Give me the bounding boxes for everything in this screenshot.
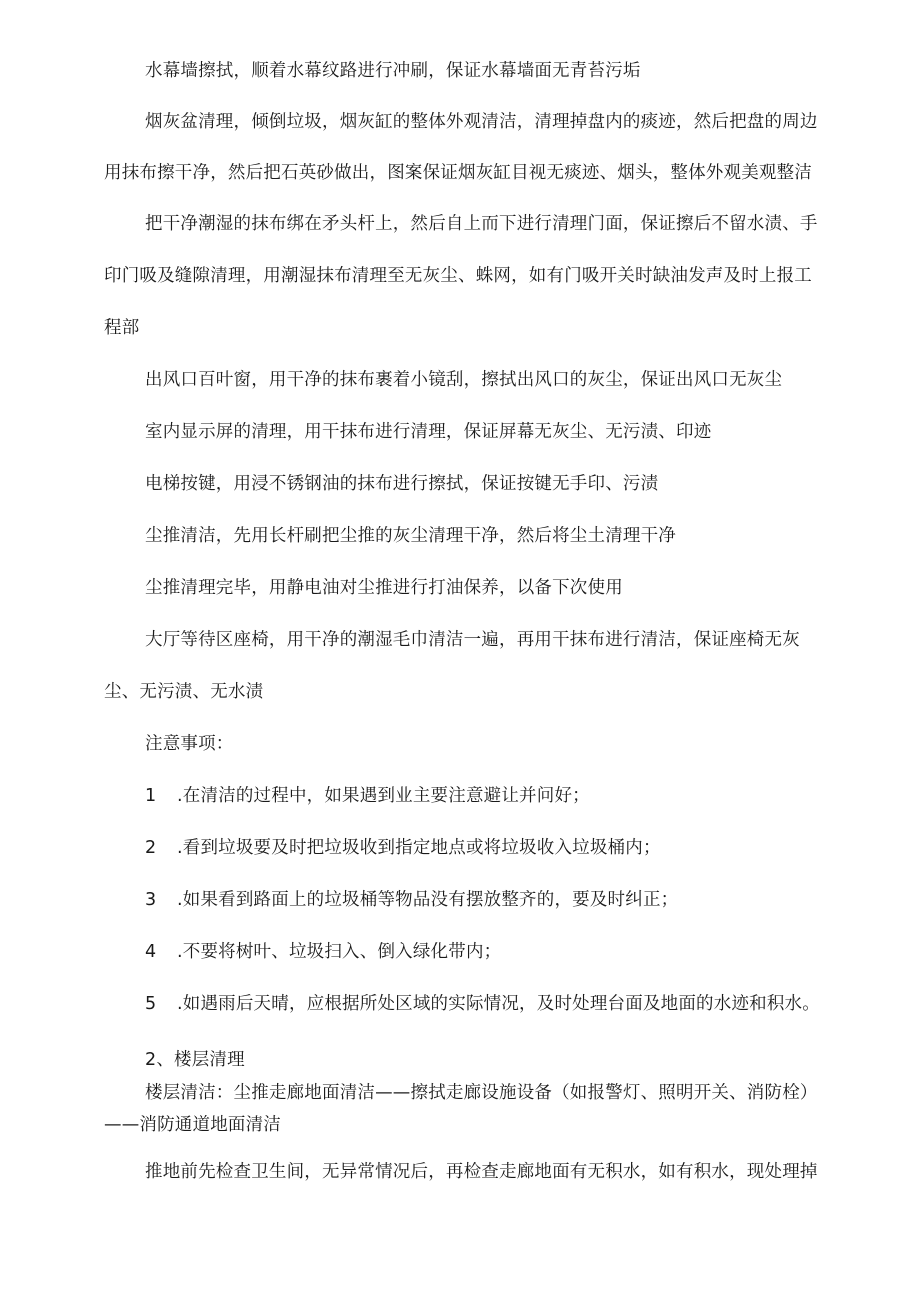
paragraph-floor-inspection: 推地前先检查卫生间，无异常情况后，再检查走廊地面有无积水，如有积水，现处理掉 bbox=[145, 1162, 818, 1182]
note-item bbox=[145, 784, 865, 808]
note-text: .不要将树叶、垃圾扫入、倒入绿化带内； bbox=[177, 942, 502, 962]
note-number: 4 bbox=[145, 942, 157, 962]
paragraph-ashtray-line1: 烟灰盆清理，倾倒垃圾，烟灰缸的整体外观清洁，清理掉盘内的痰迹，然后把盘的周边 bbox=[145, 112, 818, 132]
paragraph-dust-mop-oil: 尘推清理完毕，用静电油对尘推进行打油保养，以备下次使用 bbox=[145, 578, 623, 598]
note-number: 3 bbox=[145, 890, 157, 910]
paragraph-ashtray-line2: 用抹布擦干净，然后把石英砂做出，图案保证烟灰缸目视无痰迹、烟头，整体外观美观整洁 bbox=[104, 163, 812, 183]
note-item bbox=[145, 888, 865, 912]
note-number: 1 bbox=[145, 786, 157, 806]
paragraph-water-curtain: 水幕墙擦拭，顺着水幕纹路进行冲刷，保证水幕墙面无青苔污垢 bbox=[145, 61, 641, 81]
floor-cleaning-flow-line2: ——消防通道地面清洁 bbox=[104, 1115, 281, 1135]
section-heading-floor-cleaning: 2、楼层清理 bbox=[145, 1050, 245, 1070]
note-text: .在清洁的过程中，如果遇到业主要注意避让并问好； bbox=[177, 786, 590, 806]
note-text: .看到垃圾要及时把垃圾收到指定地点或将垃圾收入垃圾桶内； bbox=[177, 838, 661, 858]
note-item bbox=[145, 992, 865, 1016]
note-text: .如遇雨后天晴，应根据所处区域的实际情况，及时处理台面及地面的水迹和积水。 bbox=[177, 994, 820, 1014]
notes-heading: 注意事项： bbox=[145, 734, 234, 754]
paragraph-dust-mop-clean: 尘推清洁，先用长杆刷把尘推的灰尘清理干净，然后将尘土清理干净 bbox=[145, 526, 676, 546]
note-item bbox=[145, 940, 865, 964]
paragraph-door-line2: 印门吸及缝隙清理，用潮湿抹布清理至无灰尘、蛛网，如有门吸开关时缺油发声及时上报工 bbox=[104, 266, 812, 286]
note-text: .如果看到路面上的垃圾桶等物品没有摆放整齐的，要及时纠正； bbox=[177, 890, 679, 910]
note-item bbox=[145, 836, 865, 860]
note-number: 5 bbox=[145, 994, 157, 1014]
paragraph-vent: 出风口百叶窗，用干净的抹布裹着小镜刮，擦拭出风口的灰尘，保证出风口无灰尘 bbox=[145, 370, 783, 390]
note-number: 2 bbox=[145, 838, 157, 858]
paragraph-seats-line1: 大厅等待区座椅，用干净的潮湿毛巾清洁一遍，再用干抹布进行清洁，保证座椅无灰 bbox=[145, 630, 800, 650]
paragraph-seats-line2: 尘、无污渍、无水渍 bbox=[104, 682, 264, 702]
paragraph-door-line1: 把干净潮湿的抹布绑在矛头杆上，然后自上而下进行清理门面，保证擦后不留水渍、手 bbox=[145, 214, 818, 234]
floor-cleaning-flow-line1: 楼层清洁：尘推走廊地面清洁——擦拭走廊设施设备（如报警灯、照明开关、消防栓） bbox=[145, 1083, 818, 1103]
paragraph-elevator: 电梯按键，用浸不锈钢油的抹布进行擦拭，保证按键无手印、污渍 bbox=[145, 474, 659, 494]
paragraph-door-line3: 程部 bbox=[104, 318, 140, 338]
paragraph-screen: 室内显示屏的清理，用干抹布进行清理，保证屏幕无灰尘、无污渍、印迹 bbox=[145, 422, 712, 442]
